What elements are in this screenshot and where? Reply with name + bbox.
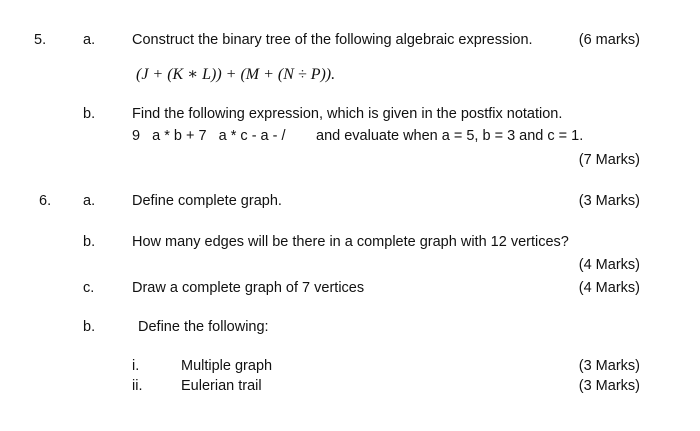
q6b-label: b.	[83, 234, 96, 250]
q6c-text: Draw a complete graph of 7 vertices	[132, 280, 365, 296]
q6b-text: How many edges will be there in a complete graph with 12 vertices?	[132, 234, 569, 250]
q5b-postfix: 9 a * b + 7 a * c - a - /	[132, 128, 286, 144]
q5a-expression: (J + (K ∗ L)) + (M + (N ÷ P)).	[136, 66, 336, 83]
q6d-item-i-text: Multiple graph	[181, 358, 273, 374]
q6a-marks: (3 Marks)	[578, 193, 640, 209]
q6d-item-ii-marks: (3 Marks)	[578, 378, 640, 394]
q5b-label: b.	[83, 106, 96, 122]
q6d-item-ii-text: Eulerian trail	[181, 378, 262, 394]
q5a-marks: (6 marks)	[578, 32, 640, 48]
q6d-label: b.	[83, 319, 96, 335]
question-6-number: 6.	[39, 193, 52, 209]
q6d-text: Define the following:	[138, 319, 269, 335]
q5b-evaluate: and evaluate when a = 5, b = 3 and c = 1.	[316, 128, 584, 144]
q6a-label: a.	[83, 193, 96, 209]
q5a-text: Construct the binary tree of the following algebraic expression.	[132, 32, 533, 48]
q6b-marks: (4 Marks)	[578, 257, 640, 273]
q6c-marks: (4 Marks)	[578, 280, 640, 296]
q6a-text: Define complete graph.	[132, 193, 282, 209]
q6d-item-i-marks: (3 Marks)	[578, 358, 640, 374]
q6d-item-ii-label: ii.	[132, 378, 143, 394]
q5a-label: a.	[83, 32, 96, 48]
q6d-item-i-label: i.	[132, 358, 140, 374]
q5b-marks: (7 Marks)	[578, 152, 640, 168]
q6c-label: c.	[83, 280, 95, 296]
question-5-number: 5.	[34, 32, 47, 48]
q5b-text: Find the following expression, which is given in the postfix notation.	[132, 106, 563, 122]
